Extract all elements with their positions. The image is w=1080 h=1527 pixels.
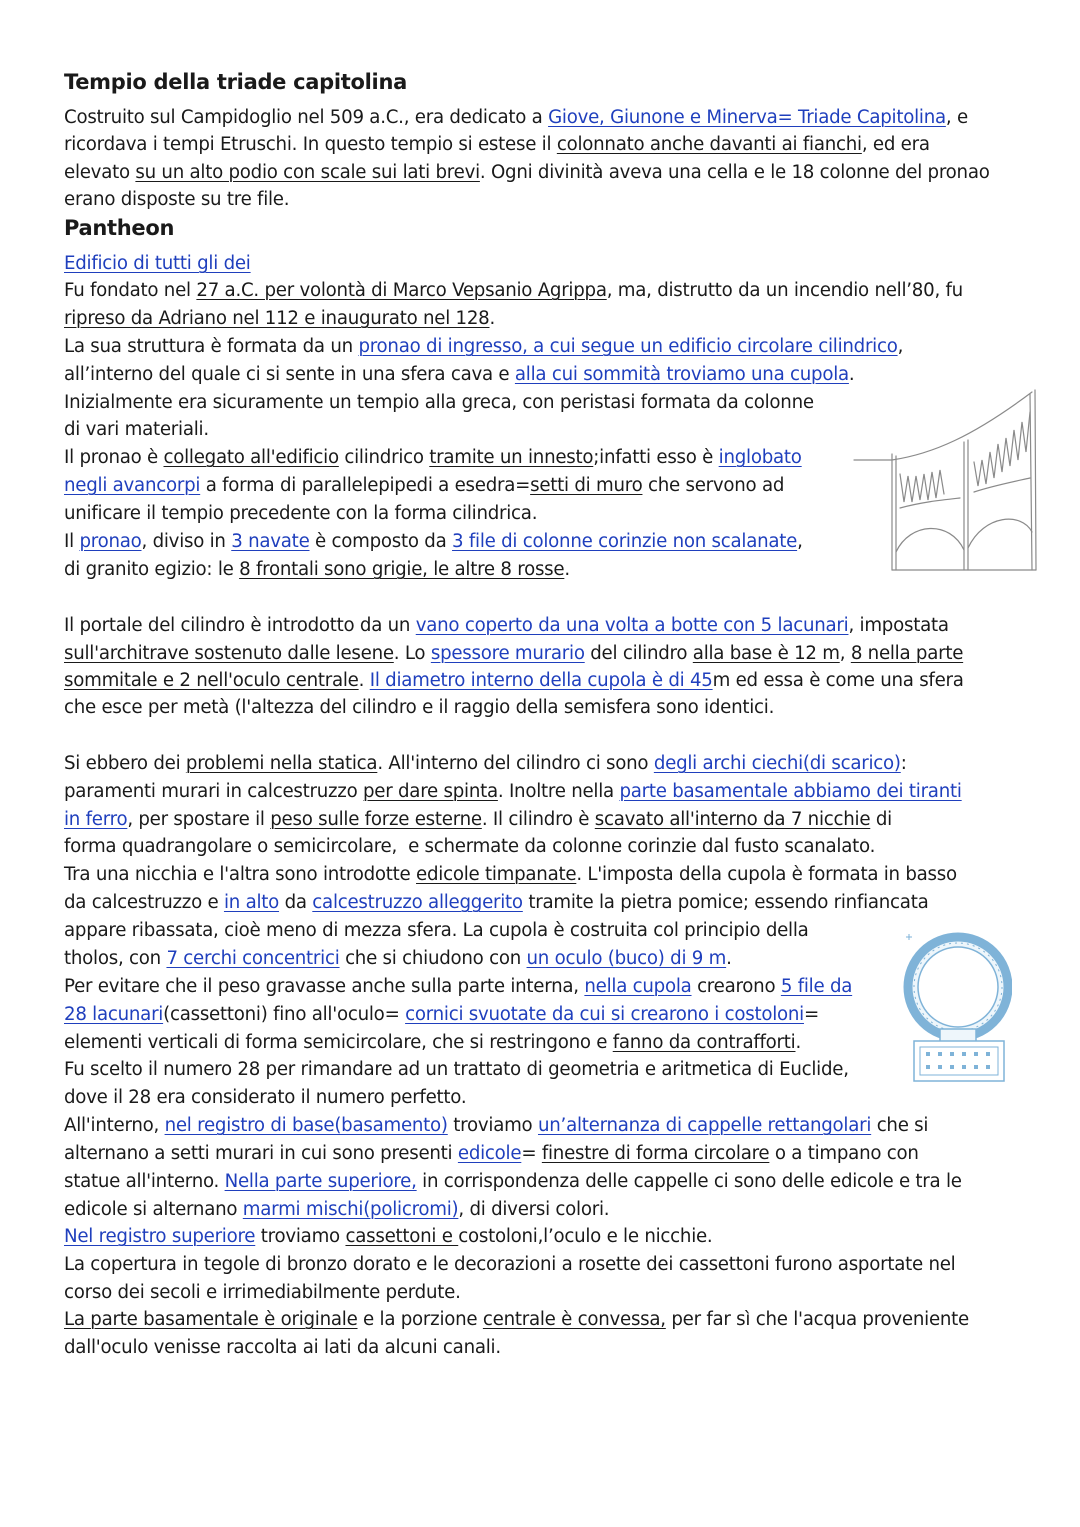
text-segment: . Lo bbox=[393, 643, 431, 664]
text-segment: da calcestruzzo e bbox=[64, 892, 224, 913]
text-segment: , ed era bbox=[861, 134, 930, 155]
underlined-text: cornici svuotate da cui si crearono i costoloni bbox=[405, 1004, 804, 1025]
underlined-text: parte basamentale abbiamo dei tiranti bbox=[619, 781, 962, 802]
underlined-text: per dare spinta bbox=[363, 781, 498, 802]
text-segment: cilindrico bbox=[338, 447, 430, 468]
text-segment: che esce per metà (l'altezza del cilindro e il raggio della semisfera sono identici. bbox=[64, 697, 775, 718]
underlined-text: fanno da contrafforti bbox=[612, 1032, 796, 1053]
text-segment: edicole si alternano bbox=[64, 1199, 243, 1220]
text-segment: . bbox=[358, 670, 370, 691]
text-line bbox=[64, 1168, 962, 1195]
text-segment: . Inoltre nella bbox=[497, 781, 620, 802]
heading-pantheon: Pantheon bbox=[64, 216, 175, 240]
underlined-text: nel registro di base(basamento) bbox=[164, 1115, 448, 1136]
underlined-text: inglobato bbox=[718, 447, 802, 468]
text-segment: troviamo bbox=[255, 1226, 346, 1247]
text-segment: Si ebbero dei bbox=[64, 753, 186, 774]
underlined-text: Nel registro superiore bbox=[64, 1226, 256, 1247]
text-segment: ;infatti esso è bbox=[593, 447, 719, 468]
underlined-text: pronao bbox=[79, 531, 142, 552]
underlined-text: in alto bbox=[223, 892, 280, 913]
underlined-text: 7 cerchi concentrici bbox=[166, 948, 340, 969]
text-line bbox=[64, 917, 809, 944]
underlined-text: Il diametro interno della cupola è di 45 bbox=[369, 670, 713, 691]
text-line bbox=[64, 833, 875, 860]
text-line bbox=[64, 1334, 501, 1361]
text-segment: All'interno, bbox=[64, 1115, 165, 1136]
text-segment: per far sì che l'acqua proveniente bbox=[665, 1309, 969, 1330]
underlined-text: 3 file di colonne corinzie non scalanate bbox=[452, 531, 798, 552]
text-segment: che servono ad bbox=[642, 475, 785, 496]
underlined-text: alla base è 12 m bbox=[692, 643, 840, 664]
text-line bbox=[64, 1084, 466, 1111]
underlined-text: scavato all'interno da 7 nicchie bbox=[594, 809, 871, 830]
text-segment: forma quadrangolare o semicircolare, e schermate da colonne corinzie dal fusto scanalato. bbox=[64, 836, 876, 857]
text-segment: Il bbox=[64, 531, 80, 552]
text-line bbox=[64, 778, 962, 805]
underlined-text: Nella parte superiore, bbox=[224, 1171, 417, 1192]
text-line bbox=[64, 750, 907, 777]
text-line bbox=[64, 333, 903, 360]
text-line bbox=[64, 1029, 801, 1056]
text-line bbox=[64, 612, 949, 639]
text-segment: , impostata bbox=[848, 615, 949, 636]
underlined-text: negli avancorpi bbox=[64, 475, 201, 496]
underlined-text: 27 a.C. per volontà di Marco Vepsanio Agrippa bbox=[196, 280, 607, 301]
text-line bbox=[64, 277, 963, 304]
text-segment: La sua struttura è formata da un bbox=[64, 336, 359, 357]
underlined-text: in ferro bbox=[64, 809, 128, 830]
underlined-text: edicole timpanate bbox=[416, 864, 577, 885]
text-segment: di vari materiali. bbox=[64, 419, 209, 440]
text-segment: alternano a setti murari in cui sono presenti bbox=[64, 1143, 458, 1164]
text-line bbox=[64, 1196, 609, 1223]
underlined-text: 28 lacunari bbox=[64, 1004, 164, 1025]
text-line bbox=[64, 389, 814, 416]
text-segment: unificare il tempio precedente con la forma cilindrica. bbox=[64, 503, 538, 524]
text-segment: . bbox=[564, 559, 570, 580]
text-segment: Il pronao è bbox=[64, 447, 164, 468]
text-line bbox=[64, 640, 963, 667]
text-segment: , bbox=[839, 643, 851, 664]
text-segment: troviamo bbox=[447, 1115, 538, 1136]
text-segment: Il portale del cilindro è introdotto da un bbox=[64, 615, 416, 636]
text-segment: crearono bbox=[691, 976, 781, 997]
text-line bbox=[64, 1306, 969, 1333]
pantheon-plan-figure bbox=[900, 925, 1012, 1085]
text-segment: che si bbox=[871, 1115, 929, 1136]
text-segment: Per evitare che il peso gravasse anche sulla parte interna, bbox=[64, 976, 585, 997]
text-line bbox=[64, 361, 854, 388]
text-segment: , e bbox=[945, 107, 968, 128]
text-line bbox=[64, 1251, 955, 1278]
text-segment: Fu fondato nel bbox=[64, 280, 197, 301]
text-segment: corso dei secoli e irrimediabilmente perdute. bbox=[64, 1282, 461, 1303]
text-line bbox=[64, 1223, 712, 1250]
heading-triade-capitolina: Tempio della triade capitolina bbox=[64, 70, 407, 94]
text-segment: , di diversi colori. bbox=[458, 1199, 610, 1220]
underlined-text: problemi nella statica bbox=[185, 753, 378, 774]
text-segment: in corrispondenza delle cappelle ci sono delle edicole e tra le bbox=[416, 1171, 962, 1192]
text-segment: . bbox=[795, 1032, 802, 1053]
text-segment: Tra una nicchia e l'altra sono introdotte bbox=[64, 864, 417, 885]
text-line bbox=[64, 694, 774, 721]
underlined-text: un oculo (buco) di 9 m bbox=[526, 948, 727, 969]
underlined-text: finestre di forma circolare bbox=[541, 1143, 770, 1164]
text-segment: La copertura in tegole di bronzo dorato e le decorazioni a rosette dei cassettoni furono asportate nel bbox=[64, 1254, 956, 1275]
text-segment: . Ogni divinità aveva una cella e le 18 colonne del pronao bbox=[479, 162, 990, 183]
text-segment: , per spostare il bbox=[127, 809, 271, 830]
text-line bbox=[64, 528, 803, 555]
text-segment: di bbox=[870, 809, 892, 830]
text-line bbox=[64, 159, 990, 186]
text-segment: a forma di parallelepipedi a esedra= bbox=[200, 475, 531, 496]
underlined-text: centrale è convessa, bbox=[482, 1309, 666, 1330]
text-segment: . Il cilindro è bbox=[481, 809, 595, 830]
text-segment: . bbox=[848, 364, 855, 385]
text-segment: , ma, distrutto da un incendio nell’80, fu bbox=[606, 280, 963, 301]
underlined-text: 3 navate bbox=[231, 531, 310, 552]
text-segment: = bbox=[521, 1143, 542, 1164]
text-line bbox=[64, 1140, 919, 1167]
text-line bbox=[64, 250, 251, 277]
underlined-text: ripreso da Adriano nel 112 e inaugurato nel 128 bbox=[64, 308, 490, 329]
text-line bbox=[64, 1056, 849, 1083]
text-segment: tramite la pietra pomice; essendo rinfiancata bbox=[522, 892, 929, 913]
underlined-text: collegato all'edificio bbox=[163, 447, 339, 468]
text-segment: costoloni,l’oculo e le nicchie. bbox=[458, 1226, 713, 1247]
text-segment: dall'oculo venisse raccolta ai lati da alcuni canali. bbox=[64, 1337, 501, 1358]
text-segment: . L'imposta della cupola è formata in basso bbox=[576, 864, 957, 885]
text-line bbox=[64, 556, 570, 583]
underlined-text: 8 nella parte bbox=[850, 643, 964, 664]
text-line bbox=[64, 1112, 928, 1139]
text-segment: . bbox=[489, 308, 496, 329]
text-segment: elevato bbox=[64, 162, 136, 183]
text-segment: o a timpano con bbox=[769, 1143, 919, 1164]
underlined-text: calcestruzzo alleggerito bbox=[312, 892, 523, 913]
text-line bbox=[64, 444, 802, 471]
underlined-text: peso sulle forze esterne bbox=[270, 809, 482, 830]
underlined-text: sull'architrave sostenuto dalle lesene bbox=[64, 643, 394, 664]
text-segment: . All'interno del cilindro ci sono bbox=[377, 753, 654, 774]
text-line bbox=[64, 186, 289, 213]
underlined-text: setti di muro bbox=[530, 475, 643, 496]
text-line bbox=[64, 500, 537, 527]
text-segment: all’interno del quale ci si sente in una sfera cava e bbox=[64, 364, 515, 385]
text-segment: paramenti murari in calcestruzzo bbox=[64, 781, 364, 802]
text-segment: tholos, con bbox=[64, 948, 167, 969]
text-line bbox=[64, 104, 968, 131]
underlined-text: vano coperto da una volta a botte con 5 lacunari bbox=[415, 615, 849, 636]
text-segment: erano disposte su tre file. bbox=[64, 189, 290, 210]
text-line bbox=[64, 945, 732, 972]
underlined-text: 5 file da bbox=[780, 976, 853, 997]
text-segment: da bbox=[279, 892, 313, 913]
text-line bbox=[64, 806, 892, 833]
underlined-text: La parte basamentale è originale bbox=[64, 1309, 358, 1330]
text-segment: . bbox=[726, 948, 732, 969]
underlined-text: sommitale e 2 nell'oculo centrale bbox=[64, 670, 359, 691]
text-segment: del cilindro bbox=[584, 643, 693, 664]
text-segment: dove il 28 era considerato il numero perfetto. bbox=[64, 1087, 467, 1108]
text-segment: , bbox=[797, 531, 803, 552]
underlined-text: alla cui sommità troviamo una cupola bbox=[514, 364, 849, 385]
underlined-text: nella cupola bbox=[584, 976, 692, 997]
text-segment: che si chiudono con bbox=[339, 948, 527, 969]
underlined-text: spessore murario bbox=[430, 643, 585, 664]
text-segment: Costruito sul Campidoglio nel 509 a.C., era dedicato a bbox=[64, 107, 549, 128]
text-segment: di granito egizio: le bbox=[64, 559, 240, 580]
text-line bbox=[64, 973, 852, 1000]
text-line bbox=[64, 667, 964, 694]
text-line bbox=[64, 131, 930, 158]
text-segment: , diviso in bbox=[141, 531, 232, 552]
underlined-text: tramite un innesto bbox=[429, 447, 594, 468]
text-line bbox=[64, 472, 784, 499]
text-segment: (cassettoni) fino all'oculo= bbox=[163, 1004, 406, 1025]
underlined-text: pronao di ingresso, a cui segue un edificio circolare cilindrico bbox=[358, 336, 898, 357]
underlined-text: su un alto podio con scale sui lati brevi bbox=[135, 162, 480, 183]
text-segment: appare ribassata, cioè meno di mezza sfera. La cupola è costruita col principio della bbox=[64, 920, 809, 941]
underlined-text: colonnato anche davanti ai fianchi bbox=[556, 134, 862, 155]
text-line bbox=[64, 1001, 819, 1028]
text-line bbox=[64, 416, 209, 443]
underlined-text: cassettoni e bbox=[345, 1226, 459, 1247]
underlined-text: edicole bbox=[457, 1143, 522, 1164]
text-segment: e la porzione bbox=[357, 1309, 483, 1330]
underlined-text: 8 frontali sono grigie, le altre 8 rosse bbox=[239, 559, 565, 580]
text-segment: ricordava i tempi Etruschi. In questo tempio si estese il bbox=[64, 134, 557, 155]
sketch-figure bbox=[852, 382, 1040, 592]
text-segment: m ed essa è come una sfera bbox=[712, 670, 964, 691]
text-segment: : bbox=[900, 753, 907, 774]
text-segment: , bbox=[897, 336, 904, 357]
text-segment: = bbox=[803, 1004, 819, 1025]
underlined-text: degli archi ciechi(di scarico) bbox=[653, 753, 901, 774]
text-segment: è composto da bbox=[309, 531, 453, 552]
text-line bbox=[64, 861, 957, 888]
text-line bbox=[64, 305, 495, 332]
text-line bbox=[64, 889, 928, 916]
text-segment: Fu scelto il numero 28 per rimandare ad un trattato di geometria e aritmetica di Euclide, bbox=[64, 1059, 849, 1080]
underlined-text: Giove, Giunone e Minerva= Triade Capitolina bbox=[548, 107, 946, 128]
underlined-text: un’alternanza di cappelle rettangolari bbox=[537, 1115, 872, 1136]
underlined-text: Edificio di tutti gli dei bbox=[64, 253, 251, 274]
text-segment: elementi verticali di forma semicircolare, che si restringono e bbox=[64, 1032, 613, 1053]
text-segment: statue all'interno. bbox=[64, 1171, 225, 1192]
text-segment: Inizialmente era sicuramente un tempio alla greca, con peristasi formata da colonne bbox=[64, 392, 814, 413]
underlined-text: marmi mischi(policromi) bbox=[242, 1199, 459, 1220]
text-line bbox=[64, 1279, 461, 1306]
